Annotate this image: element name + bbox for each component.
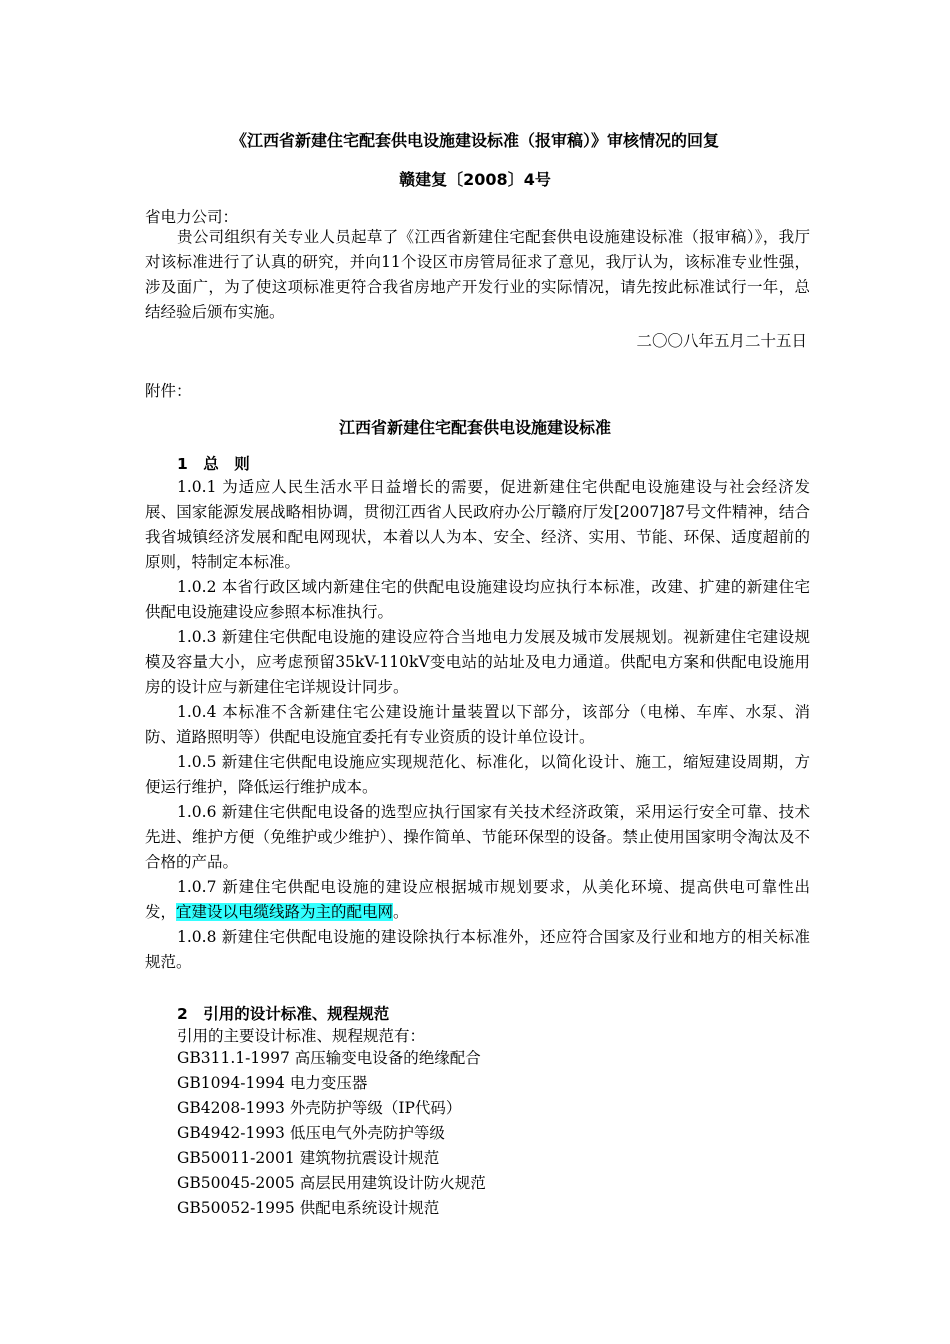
- section-1-heading: 1 总 则: [177, 455, 250, 473]
- section-2-intro: 引用的主要设计标准、规程规范有：: [177, 1027, 426, 1045]
- standard-title: 江西省新建住宅配套供电设施建设标准: [338, 418, 611, 437]
- clause-1-0-7-text: 1.0.7 新建住宅供配电设施的建设应根据城市规划要求，从美化环境、提高供电可靠性出发，: [145, 878, 810, 921]
- clause-1-0-5: 1.0.5 新建住宅供配电设施应实现规范化、标准化，以简化设计、施工，缩短建设周期，方便运行维护，降低运行维护成本。: [145, 753, 810, 796]
- reply-date: 二〇〇八年五月二十五日: [636, 332, 807, 350]
- clause-1-0-6: 1.0.6 新建住宅供配电设备的选型应执行国家有关技术经济政策，采用运行安全可靠、技术先进、维护方便（免维护或少维护）、操作简单、节能环保型的设备。禁止使用国家明令淘汰及不合格的产品。: [145, 803, 810, 871]
- list-item: GB50052-1995 供配电系统设计规范: [177, 1199, 440, 1217]
- clause-1-0-3: 1.0.3 新建住宅供配电设施的建设应符合当地电力发展及城市发展规划。视新建住宅建设规模及容量大小，应考虑预留35kV-110kV变电站的站址及电力通道。供配电方案和供配电设施用房的设计应与新建住宅详规设计同步。: [145, 628, 810, 696]
- clause-1-0-8: 1.0.8 新建住宅供配电设施的建设除执行本标准外，还应符合国家及行业和地方的相关标准规范。: [145, 928, 810, 971]
- clause-1-0-1: 1.0.1 为适应人民生活水平日益增长的需要，促进新建住宅供配电设施建设与社会经济发展、国家能源发展战略相协调，贯彻江西省人民政府办公厅赣府厅发[2007]87号文件精神，结合我省城镇经济发展和配电网现状，本着以人为本、安全、经济、实用、节能、环保、适度超前的原则，特制定本标准。: [145, 478, 810, 571]
- salutation: 省电力公司：: [145, 208, 239, 226]
- clause-1-0-7-end: 。: [393, 903, 409, 921]
- list-item: GB4942-1993 低压电气外壳防护等级: [177, 1124, 445, 1142]
- clause-1-0-4: 1.0.4 本标准不含新建住宅公建设施计量装置以下部分，该部分（电梯、车库、水泵、消防、道路照明等）供配电设施宜委托有专业资质的设计单位设计。: [145, 703, 810, 746]
- clause-1-0-2: 1.0.2 本省行政区域内新建住宅的供配电设施建设均应执行本标准，改建、扩建的新建住宅供配电设施建设应参照本标准执行。: [145, 578, 810, 621]
- list-item: GB4208-1993 外壳防护等级（IP代码）: [177, 1099, 462, 1117]
- attachment-label: 附件：: [145, 382, 192, 400]
- list-item: GB311.1-1997 高压输变电设备的绝缘配合: [177, 1049, 481, 1067]
- standards-list: [177, 1046, 486, 1221]
- highlighted-text: 宜建设以电缆线路为主的配电网: [176, 903, 394, 921]
- section-2-heading: 2 引用的设计标准、规程规范: [177, 1005, 390, 1023]
- list-item: GB50045-2005 高层民用建筑设计防火规范: [177, 1174, 486, 1192]
- reply-title: 《江西省新建住宅配套供电设施建设标准（报审稿）》审核情况的回复: [230, 131, 719, 150]
- list-item: GB1094-1994 电力变压器: [177, 1074, 368, 1092]
- list-item: GB50011-2001 建筑物抗震设计规范: [177, 1149, 440, 1167]
- document-number: 赣建复〔2008〕4号: [399, 170, 551, 189]
- reply-body: 贵公司组织有关专业人员起草了《江西省新建住宅配套供电设施建设标准（报审稿）》，我厅对该标准进行了认真的研究，并向11个设区市房管局征求了意见，我厅认为，该标准专业性强，涉及面广，为了使这项标准更符合我省房地产开发行业的实际情况，请先按此标准试行一年，总结经验后颁布实施。: [145, 228, 810, 321]
- clause-1-0-7: [145, 875, 810, 925]
